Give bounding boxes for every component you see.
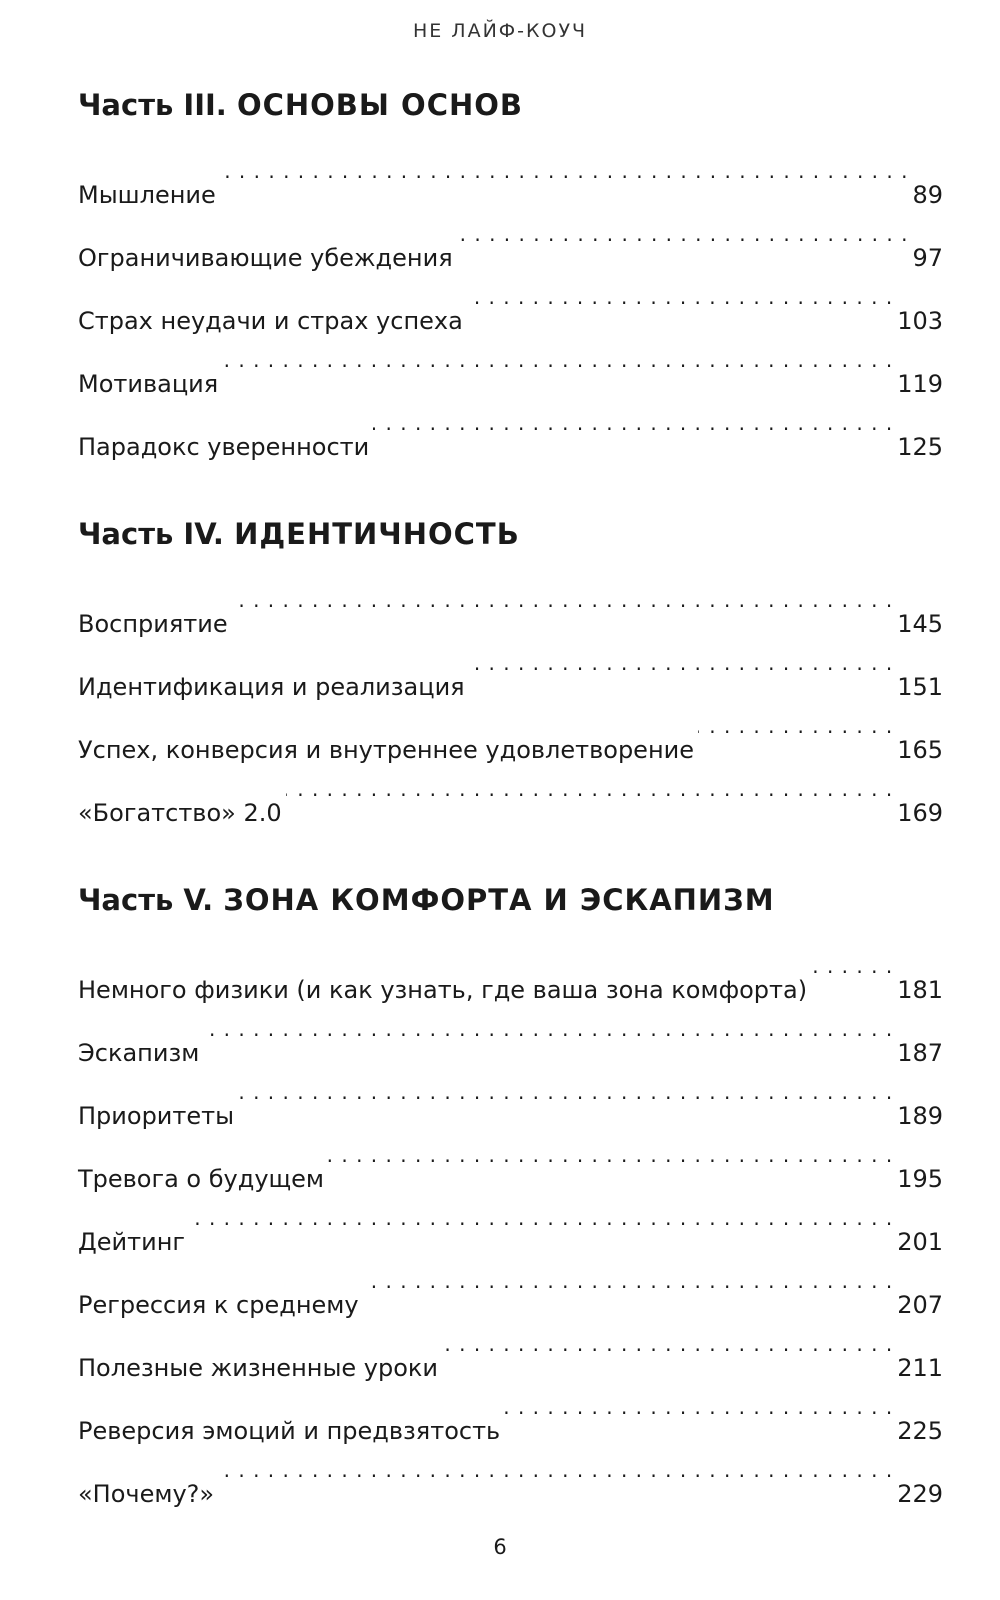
- dot-leader: [698, 695, 893, 758]
- part-title: ЗОНА КОМФОРТА И ЭСКАПИЗМ: [223, 883, 775, 917]
- part-number: Часть IV.: [78, 517, 224, 551]
- dot-leader: [467, 266, 893, 329]
- entry-page-number: 103: [897, 307, 943, 335]
- entry-page-number: 89: [912, 181, 943, 209]
- toc-entry[interactable]: [78, 1187, 943, 1256]
- entry-title: Эскапизм: [78, 1039, 200, 1067]
- entry-title: Мышление: [78, 181, 216, 209]
- part-5: [78, 873, 943, 1508]
- entry-title: Ограничивающие убеждения: [78, 244, 453, 272]
- entry-title: Дейтинг: [78, 1228, 185, 1256]
- entry-page-number: 181: [897, 976, 943, 1004]
- entry-page-number: 145: [897, 610, 943, 638]
- dot-leader: [220, 140, 909, 203]
- entry-title: Успех, конверсия и внутреннее удовлетворение: [78, 736, 694, 764]
- part-4: [78, 507, 943, 827]
- entry-title: Немного физики (и как узнать, где ваша зона комфорта): [78, 976, 808, 1004]
- dot-leader: [232, 569, 894, 632]
- part-3: [78, 78, 943, 461]
- entry-title: Страх неудачи и страх успеха: [78, 307, 463, 335]
- entry-page-number: 125: [897, 433, 943, 461]
- toc-entry[interactable]: [78, 569, 943, 638]
- toc-entry[interactable]: [78, 935, 943, 1004]
- dot-leader: [363, 1250, 894, 1313]
- dot-leader: [203, 998, 893, 1061]
- toc-entry[interactable]: [78, 998, 943, 1067]
- dot-leader: [811, 935, 893, 998]
- part-heading: [78, 873, 943, 927]
- entry-title: Тревога о будущем: [78, 1165, 325, 1193]
- part-number: Часть V.: [78, 883, 214, 917]
- entry-page-number: 169: [897, 799, 943, 827]
- toc-entry[interactable]: [78, 140, 943, 209]
- toc-entry[interactable]: [78, 1061, 943, 1130]
- entry-title: «Богатство» 2.0: [78, 799, 282, 827]
- dot-leader: [373, 392, 893, 455]
- dot-leader: [218, 1439, 893, 1502]
- part-heading: [78, 507, 943, 561]
- entry-title: Парадокс уверенности: [78, 433, 370, 461]
- entry-page-number: 211: [897, 1354, 943, 1382]
- entry-title: Мотивация: [78, 370, 219, 398]
- dot-leader: [469, 632, 894, 695]
- entry-page-number: 195: [897, 1165, 943, 1193]
- dot-leader: [238, 1061, 893, 1124]
- table-of-contents: [78, 78, 943, 1508]
- entry-title: Полезные жизненные уроки: [78, 1354, 439, 1382]
- dot-leader: [328, 1124, 893, 1187]
- entry-page-number: 187: [897, 1039, 943, 1067]
- entry-page-number: 229: [897, 1480, 943, 1508]
- entry-title: Регрессия к среднему: [78, 1291, 359, 1319]
- dot-leader: [286, 758, 894, 821]
- dot-leader: [457, 203, 909, 266]
- dot-leader: [189, 1187, 893, 1250]
- dot-leader: [442, 1313, 893, 1376]
- entry-page-number: 97: [912, 244, 943, 272]
- dot-leader: [222, 329, 893, 392]
- entry-title: Идентификация и реализация: [78, 673, 465, 701]
- entry-page-number: 225: [897, 1417, 943, 1445]
- dot-leader: [504, 1376, 893, 1439]
- running-head: НЕ ЛАЙФ-КОУЧ: [412, 20, 588, 42]
- part-number: Часть III.: [78, 88, 227, 122]
- entry-title: Приоритеты: [78, 1102, 235, 1130]
- part-title: ОСНОВЫ ОСНОВ: [236, 88, 524, 122]
- entry-page-number: 189: [897, 1102, 943, 1130]
- entry-page-number: 207: [897, 1291, 943, 1319]
- toc-entry[interactable]: [78, 1250, 943, 1319]
- entry-page-number: 119: [897, 370, 943, 398]
- page-number: 6: [493, 1535, 507, 1559]
- entry-title: Реверсия эмоций и предвзятость: [78, 1417, 501, 1445]
- entry-page-number: 165: [897, 736, 943, 764]
- entry-title: Восприятие: [78, 610, 228, 638]
- part-heading: [78, 78, 943, 132]
- part-title: ИДЕНТИЧНОСТЬ: [234, 517, 520, 551]
- entry-page-number: 151: [897, 673, 943, 701]
- entry-page-number: 201: [897, 1228, 943, 1256]
- entry-title: «Почему?»: [78, 1480, 215, 1508]
